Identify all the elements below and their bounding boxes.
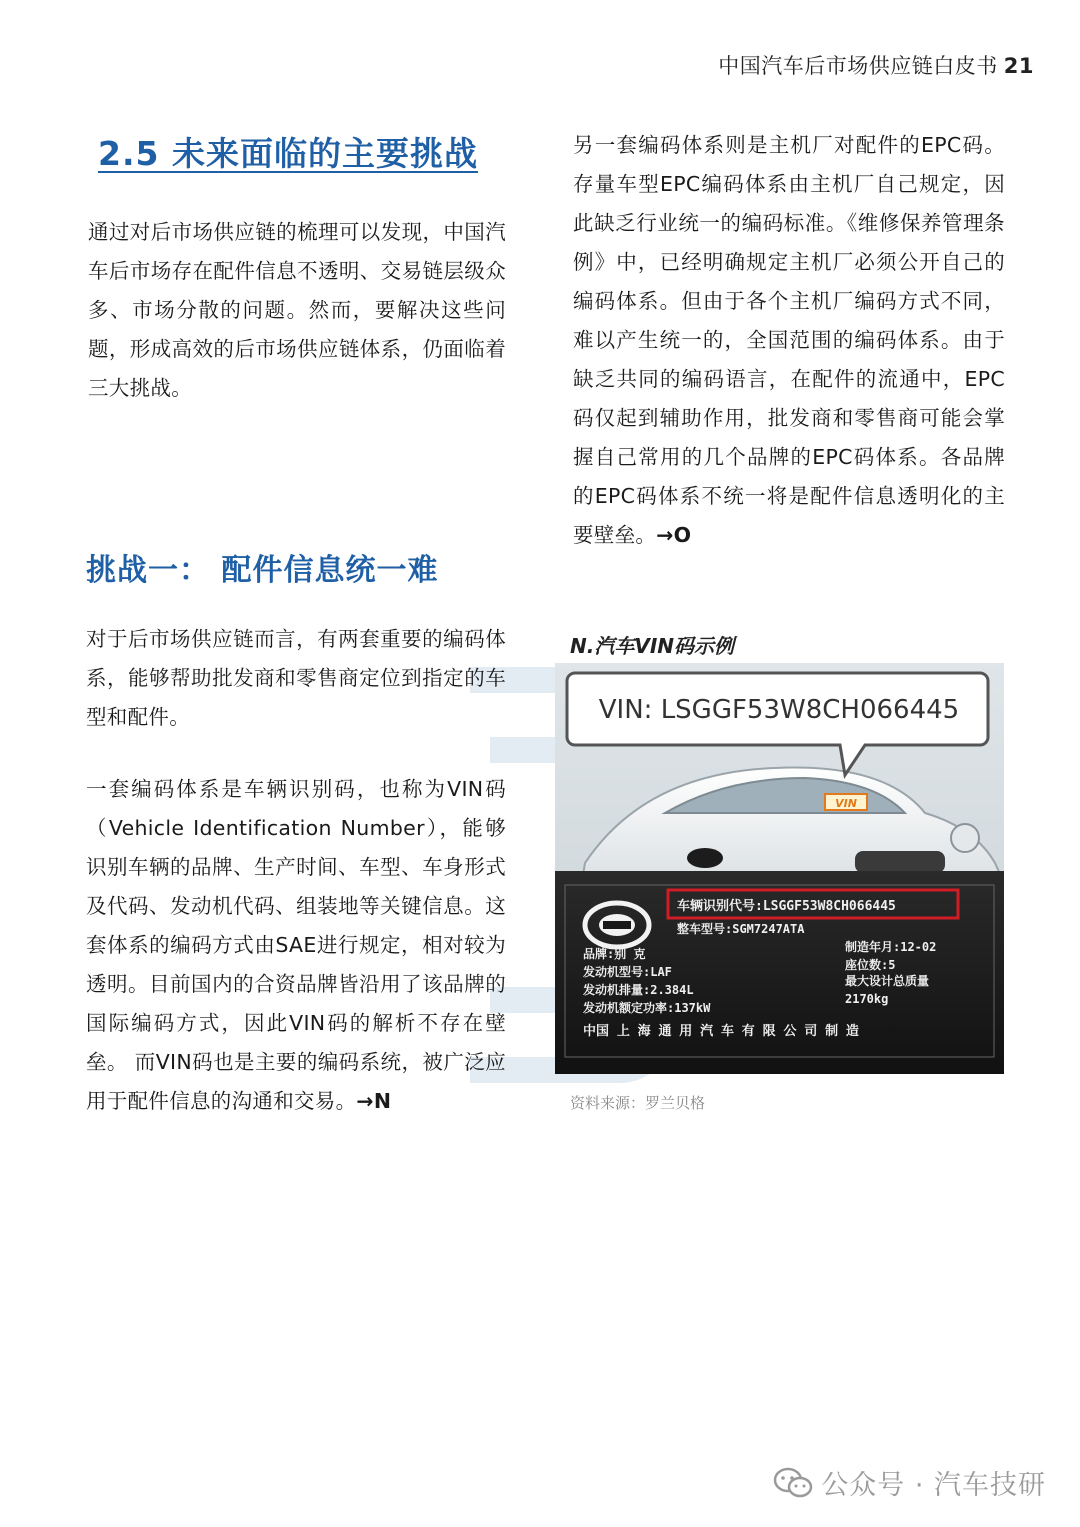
paragraph-vin	[86, 770, 506, 1121]
intro-paragraph: 通过对后市场供应链的梳理可以发现，中国汽车后市场存在配件信息不透明、交易链层级众多、市场分散的问题。然而，要解决这些问题，形成高效的后市场供应链体系，仍面临着三大挑战。	[88, 220, 506, 400]
paragraph-epc	[573, 126, 1005, 555]
windshield-vin-tag: VIN	[835, 797, 857, 810]
wechat-icon	[773, 1466, 813, 1500]
challenge-one-title: 挑战一： 配件信息统一难	[86, 553, 439, 588]
vin-photo-illustration	[555, 663, 1004, 1074]
plate-seats: 座位数:5	[845, 958, 896, 972]
footer-watermark	[773, 1463, 1046, 1502]
paragraph-epc-text: 另一套编码体系则是主机厂对配件的EPC码。存量车型EPC编码体系由主机厂自己规定，因此缺乏行业统一的编码标准。《维修保养管理条例》中，已经明确规定主机厂必须公开自己的编码体系。但由于各个主机厂编码方式不同，难以产生统一的，全国范围的编码体系。由于缺乏共同的编码语言，在配件的流通中，EPC码仅起到辅助作用，批发商和零售商可能会掌握自己常用的几个品牌的EPC码体系。各品牌的EPC码体系不统一将是配件信息透明化的主要壁垒。	[573, 133, 1005, 547]
ref-link-n[interactable]: →N	[356, 1089, 392, 1113]
plate-vin-line: 车辆识别代号:LSGGF53W8CH066445	[677, 899, 896, 914]
plate-displacement: 发动机排量:2.384L	[583, 983, 694, 997]
ref-link-o[interactable]: →O	[656, 523, 692, 547]
plate-model-line: 整车型号:SGM7247ATA	[677, 922, 805, 936]
plate-brand: 品牌:别 克	[583, 947, 646, 961]
page-header	[718, 50, 1034, 80]
left-column	[86, 128, 506, 408]
plate-max-mass: 2170kg	[845, 992, 889, 1006]
plate-engine-model: 发动机型号:LAF	[583, 965, 672, 979]
header-title: 中国汽车后市场供应链白皮书	[718, 54, 998, 78]
section-title: 2.5 未来面临的主要挑战	[98, 134, 478, 173]
vin-bubble-text: VIN: LSGGF53W8CH066445	[598, 695, 960, 725]
plate-maker: 中国 上 海 通 用 汽 车 有 限 公 司 制 造	[583, 1024, 859, 1039]
figure-caption: N.汽车VIN码示例	[570, 634, 734, 658]
plate-date: 制造年月:12-02	[845, 940, 937, 954]
paragraph-two-systems: 对于后市场供应链而言，有两套重要的编码体系，能够帮助批发商和零售商定位到指定的车型和配件。	[86, 627, 506, 729]
plate-max-mass-label: 最大设计总质量	[845, 974, 930, 988]
footer-watermark-text: 公众号 · 汽车技研	[821, 1470, 1046, 1501]
paragraph-vin-text: 一套编码体系是车辆识别码，也称为VIN码（Vehicle Identification Number），能够识别车辆的品牌、生产时间、车型、车身形式及代码、发动机代码、组装地等关键信息。这套体系的编码方式由SAE进行规定，相对较为透明。目前国内的合资品牌皆沿用了该品牌的国际编码方式，因此VIN码的解析不存在壁垒。 而VIN码也是主要的编码系统，被广泛应用于配件信息的沟通和交易。	[86, 777, 506, 1113]
plate-power: 发动机额定功率:137kW	[583, 1001, 711, 1015]
vin-example-image	[555, 663, 1004, 1074]
page-number: 21	[1003, 54, 1034, 78]
figure-source: 资料来源：罗兰贝格	[570, 1094, 706, 1112]
